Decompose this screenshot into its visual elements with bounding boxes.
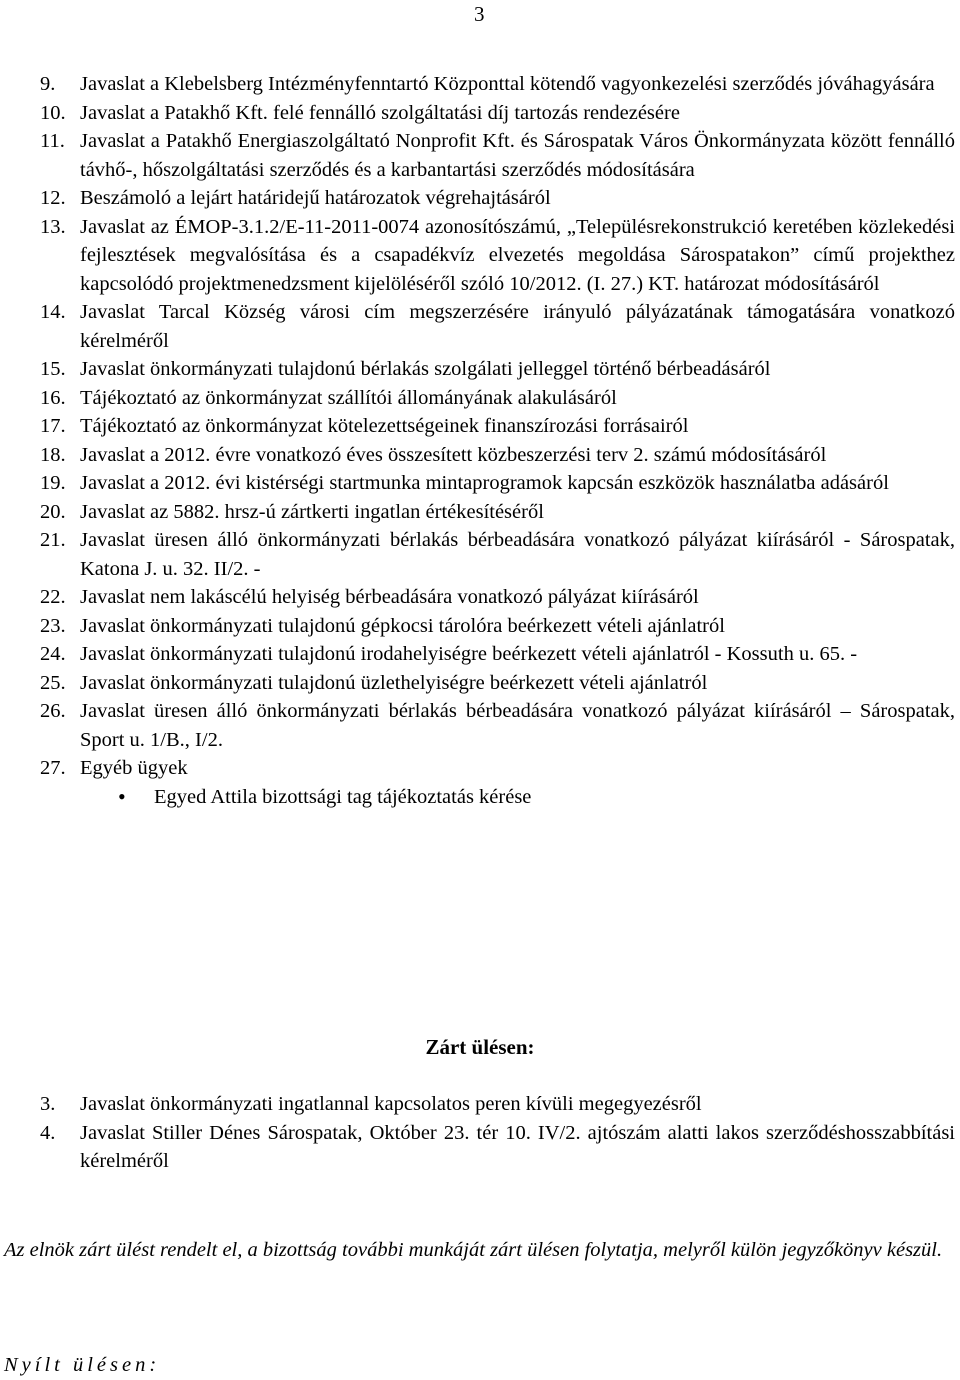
- item-number: 27.: [40, 757, 66, 779]
- item-number: 18.: [40, 443, 66, 466]
- item-text: Javaslat önkormányzati tulajdonú bérlakás szolgálati jelleggel történő bérbeadásáról: [80, 358, 771, 380]
- item-number: 4.: [40, 1121, 56, 1144]
- item-number: 16.: [40, 386, 66, 409]
- item-text: Tájékoztató az önkormányzat szállítói állományának alakulásáról: [80, 386, 617, 409]
- closed-item-4: [40, 1119, 955, 1176]
- item-text: Javaslat önkormányzati tulajdonú üzlethelyiségre beérkezett vételi ajánlatról: [80, 671, 708, 694]
- agenda-item-22: [40, 583, 955, 612]
- item-text: Javaslat önkormányzati ingatlannal kapcsolatos peren kívüli megegyezésről: [80, 1093, 702, 1115]
- item-number: 9.: [40, 73, 56, 95]
- agenda-item-27: [40, 754, 955, 783]
- agenda-item-12: [40, 184, 955, 213]
- item-text: Javaslat nem lakáscélú helyiség bérbeadására vonatkozó pályázat kiírásáról: [80, 586, 699, 608]
- item-number: 25.: [40, 671, 66, 694]
- agenda-item-14: [40, 298, 955, 355]
- agenda-item-10: [40, 99, 955, 128]
- item-number: 22.: [40, 586, 66, 608]
- agenda-item-25: [40, 669, 955, 698]
- item-number: 15.: [40, 358, 66, 380]
- item-text: Javaslat üresen álló önkormányzati bérlakás bérbeadására vonatkozó pályázat kiírásáról – Sárospatak, Sport u. 1/B., I/2.: [80, 700, 955, 751]
- item-number: 19.: [40, 472, 66, 494]
- item-text: Javaslat az ÉMOP-3.1.2/E-11-2011-0074 azonosítószámú, „Településrekonstrukció keretében közlekedési fejlesztések megvalósítása és a csapadékvíz elvezetés megoldása Sárospatakon” című projekthez kapcsolódó projektmenedzsment kijelöléséről szóló 10/2012. (I. 27.) KT. határozat módosításáról: [80, 215, 955, 295]
- item-text: Javaslat önkormányzati tulajdonú irodahelyiségre beérkezett vételi ajánlatról - Kossuth u. 65. -: [80, 643, 858, 665]
- item-number: 23.: [40, 614, 66, 637]
- agenda-item-24: [40, 640, 955, 669]
- agenda-item-11: [40, 127, 955, 184]
- item-text: Javaslat Stiller Dénes Sárospatak, Október 23. tér 10. IV/2. ajtószám alatti lakos szerződéshosszabbítási kérelméről: [80, 1121, 955, 1172]
- agenda-list: [40, 70, 955, 811]
- closed-session-heading: Zárt ülésen:: [425, 1035, 535, 1059]
- agenda-item-19: [40, 469, 955, 498]
- item-text: Javaslat a Klebelsberg Intézményfenntartó Központtal kötendő vagyonkezelési szerződés jóváhagyására: [80, 73, 935, 95]
- item-text: Javaslat Tarcal Község városi cím megszerzésére irányuló pályázatának támogatására vonatkozó kérelméről: [80, 301, 955, 352]
- sub-bullet-item: [118, 783, 955, 812]
- agenda-item-13: [40, 213, 955, 299]
- agenda-item-21: [40, 526, 955, 583]
- agenda-item-26: [40, 697, 955, 754]
- item-text: Javaslat a 2012. évre vonatkozó éves összesített közbeszerzési terv 2. számú módosításáról: [80, 443, 827, 466]
- item-text: Javaslat a Patakhő Kft. felé fennálló szolgáltatási díj tartozás rendezésére: [80, 101, 680, 124]
- item-number: 14.: [40, 301, 66, 323]
- item-number: 21.: [40, 529, 66, 551]
- agenda-item-15: [40, 355, 955, 384]
- item-text: Javaslat a 2012. évi kistérségi startmunka mintaprogramok kapcsán eszközök használatba adásáról: [80, 472, 889, 494]
- agenda-item-17: [40, 412, 955, 441]
- item-number: 26.: [40, 700, 66, 722]
- bullet-icon: •: [118, 783, 126, 809]
- agenda-item-18: [40, 441, 955, 470]
- item-number: 3.: [40, 1093, 56, 1115]
- page-number: 3: [474, 2, 485, 26]
- item-text: Egyéb ügyek: [80, 757, 188, 779]
- item-number: 17.: [40, 415, 66, 437]
- item-number: 24.: [40, 643, 66, 665]
- item-text: Javaslat önkormányzati tulajdonú gépkocsi tárolóra beérkezett vételi ajánlatról: [80, 614, 725, 637]
- closed-session-note: Az elnök zárt ülést rendelt el, a bizottság további munkáját zárt ülésen folytatja, melyről külön jegyzőkönyv készül.: [4, 1239, 943, 1261]
- item-number: 13.: [40, 215, 66, 238]
- item-number: 20.: [40, 500, 66, 523]
- item-number: 12.: [40, 187, 66, 209]
- item-text: Beszámoló a lejárt határidejű határozatok végrehajtásáról: [80, 187, 551, 209]
- open-session-heading: Nyílt ülésen:: [4, 1354, 161, 1376]
- sub-bullet-text: Egyed Attila bizottsági tag tájékoztatás kérése: [154, 785, 532, 808]
- item-text: Javaslat az 5882. hrsz-ú zártkerti ingatlan értékesítéséről: [80, 500, 544, 523]
- item-text: Javaslat üresen álló önkormányzati bérlakás bérbeadására vonatkozó pályázat kiírásáról - Sárospatak, Katona J. u. 32. II/2. -: [80, 529, 955, 580]
- closed-item-3: [40, 1090, 955, 1119]
- agenda-item-20: [40, 498, 955, 527]
- item-text: Javaslat a Patakhő Energiaszolgáltató Nonprofit Kft. és Sárospatak Város Önkormányzata között fennálló távhő-, hőszolgáltatási szerződés és a karbantartási szerződés módosítására: [80, 130, 955, 181]
- agenda-item-9: [40, 70, 955, 99]
- agenda-item-16: [40, 384, 955, 413]
- item-number: 11.: [40, 130, 65, 152]
- closed-session-list: [40, 1090, 955, 1176]
- item-text: Tájékoztató az önkormányzat kötelezettségeinek finanszírozási forrásairól: [80, 415, 689, 437]
- agenda-item-23: [40, 612, 955, 641]
- item-number: 10.: [40, 101, 66, 124]
